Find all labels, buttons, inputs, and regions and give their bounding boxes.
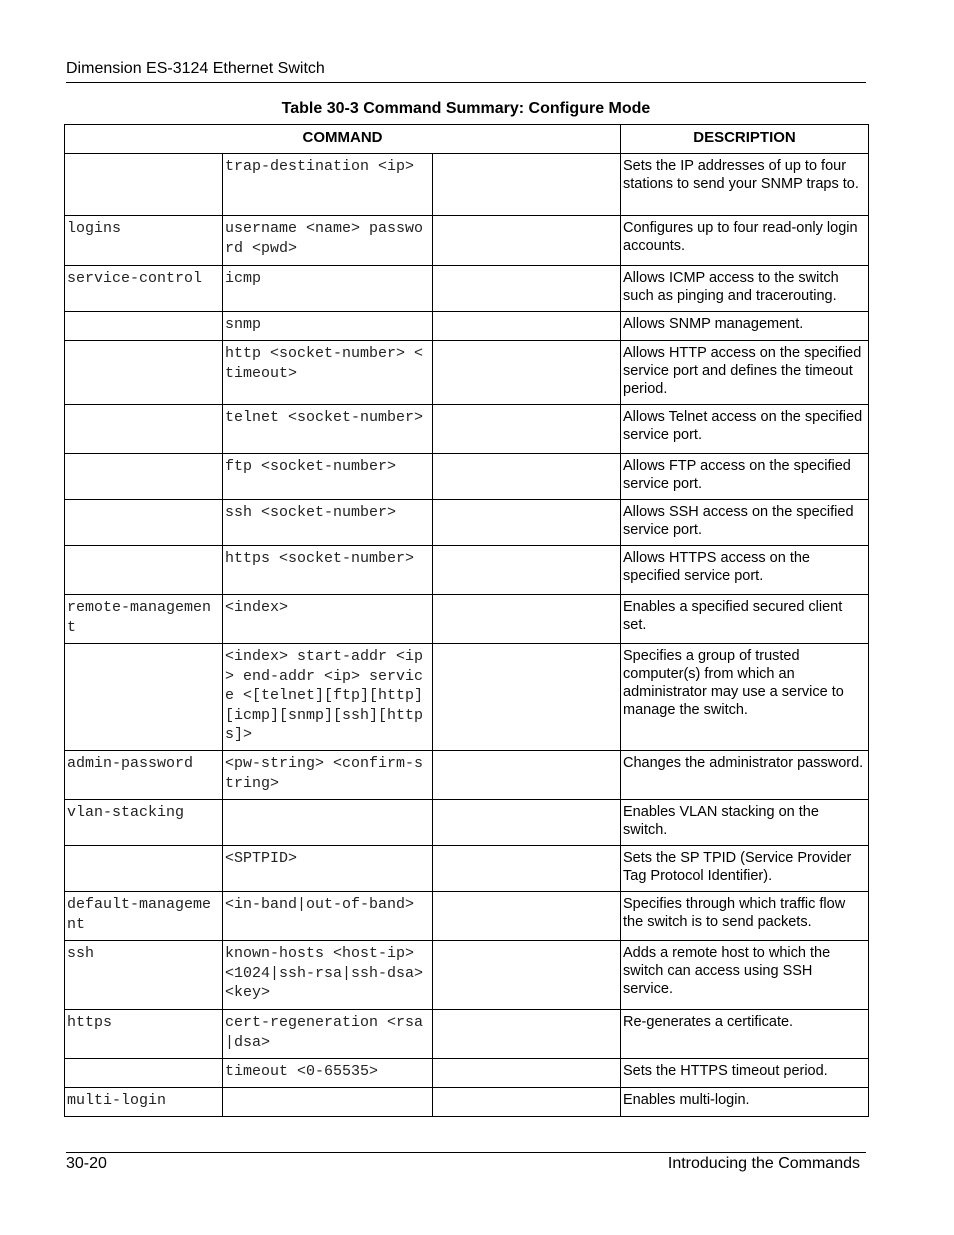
description-cell: Sets the SP TPID (Service Provider Tag Protocol Identifier). <box>621 846 869 892</box>
table-row <box>65 154 869 216</box>
description-cell: Allows HTTPS access on the specified service port. <box>621 546 869 595</box>
command-extra-cell <box>433 751 621 800</box>
command-keyword-cell <box>65 405 223 454</box>
command-column-header: COMMAND <box>65 125 621 154</box>
description-cell: Allows ICMP access to the switch such as pinging and tracerouting. <box>621 266 869 312</box>
command-arguments-cell: <pw-string> <confirm-string> <box>223 751 433 800</box>
description-column-header: DESCRIPTION <box>621 125 869 154</box>
description-cell: Allows Telnet access on the specified service port. <box>621 405 869 454</box>
command-arguments-cell: <index> start-addr <ip> end-addr <ip> service <[telnet][ftp][http][icmp][snmp][ssh][https]> <box>223 644 433 751</box>
description-cell: Re-generates a certificate. <box>621 1010 869 1059</box>
description-cell: Adds a remote host to which the switch can access using SSH service. <box>621 941 869 1010</box>
table-row <box>65 800 869 846</box>
command-keyword-cell: remote-management <box>65 595 223 644</box>
command-arguments-cell: snmp <box>223 312 433 341</box>
command-extra-cell <box>433 1010 621 1059</box>
description-cell: Allows HTTP access on the specified service port and defines the timeout period. <box>621 341 869 405</box>
command-extra-cell <box>433 266 621 312</box>
command-summary-table <box>64 124 869 1117</box>
command-arguments-cell: <index> <box>223 595 433 644</box>
command-extra-cell <box>433 454 621 500</box>
table-row <box>65 751 869 800</box>
command-arguments-cell: https <socket-number> <box>223 546 433 595</box>
description-cell: Configures up to four read-only login accounts. <box>621 216 869 266</box>
table-row <box>65 846 869 892</box>
command-arguments-cell: cert-regeneration <rsa|dsa> <box>223 1010 433 1059</box>
command-extra-cell <box>433 644 621 751</box>
command-extra-cell <box>433 800 621 846</box>
command-arguments-cell: icmp <box>223 266 433 312</box>
command-arguments-cell: <SPTPID> <box>223 846 433 892</box>
command-arguments-cell: username <name> password <pwd> <box>223 216 433 266</box>
command-arguments-cell: timeout <0-65535> <box>223 1059 433 1088</box>
table-row <box>65 266 869 312</box>
command-keyword-cell <box>65 1059 223 1088</box>
command-extra-cell <box>433 595 621 644</box>
table-row <box>65 1059 869 1088</box>
description-cell: Enables a specified secured client set. <box>621 595 869 644</box>
command-keyword-cell <box>65 312 223 341</box>
command-extra-cell <box>433 216 621 266</box>
command-keyword-cell <box>65 644 223 751</box>
description-cell: Specifies a group of trusted computer(s) from which an administrator may use a service to manage the switch. <box>621 644 869 751</box>
command-keyword-cell: vlan-stacking <box>65 800 223 846</box>
table-row <box>65 595 869 644</box>
description-cell: Changes the administrator password. <box>621 751 869 800</box>
command-keyword-cell: https <box>65 1010 223 1059</box>
command-extra-cell <box>433 546 621 595</box>
command-keyword-cell: multi-login <box>65 1088 223 1117</box>
description-cell: Allows FTP access on the specified service port. <box>621 454 869 500</box>
command-arguments-cell: known-hosts <host-ip> <1024|ssh-rsa|ssh-dsa> <key> <box>223 941 433 1010</box>
command-keyword-cell: logins <box>65 216 223 266</box>
command-extra-cell <box>433 154 621 216</box>
command-arguments-cell <box>223 800 433 846</box>
command-extra-cell <box>433 1059 621 1088</box>
command-keyword-cell: service-control <box>65 266 223 312</box>
description-cell: Allows SNMP management. <box>621 312 869 341</box>
command-arguments-cell: ftp <socket-number> <box>223 454 433 500</box>
table-row <box>65 312 869 341</box>
command-keyword-cell <box>65 341 223 405</box>
command-extra-cell <box>433 941 621 1010</box>
description-cell: Enables VLAN stacking on the switch. <box>621 800 869 846</box>
command-keyword-cell <box>65 846 223 892</box>
command-keyword-cell: default-management <box>65 892 223 941</box>
table-header-row <box>65 125 869 154</box>
table-row <box>65 892 869 941</box>
command-extra-cell <box>433 846 621 892</box>
description-cell: Allows SSH access on the specified service port. <box>621 500 869 546</box>
table-row <box>65 405 869 454</box>
footer-divider <box>66 1152 866 1153</box>
table-row <box>65 644 869 751</box>
command-extra-cell <box>433 341 621 405</box>
command-keyword-cell <box>65 154 223 216</box>
description-cell: Sets the IP addresses of up to four stations to send your SNMP traps to. <box>621 154 869 216</box>
description-cell: Sets the HTTPS timeout period. <box>621 1059 869 1088</box>
command-extra-cell <box>433 892 621 941</box>
table-row <box>65 500 869 546</box>
description-cell: Specifies through which traffic flow the switch is to send packets. <box>621 892 869 941</box>
command-keyword-cell: admin-password <box>65 751 223 800</box>
page-header-title: Dimension ES-3124 Ethernet Switch <box>66 60 325 77</box>
command-keyword-cell <box>65 546 223 595</box>
footer-section-name: Introducing the Commands <box>667 1155 860 1172</box>
table-row <box>65 454 869 500</box>
command-keyword-cell <box>65 500 223 546</box>
table-row <box>65 1088 869 1117</box>
table-caption: Table 30-3 Command Summary: Configure Mode <box>281 100 651 117</box>
header-divider <box>66 82 866 83</box>
table-row <box>65 941 869 1010</box>
command-arguments-cell: <in-band|out-of-band> <box>223 892 433 941</box>
table-row <box>65 1010 869 1059</box>
command-arguments-cell: telnet <socket-number> <box>223 405 433 454</box>
command-arguments-cell: http <socket-number> <timeout> <box>223 341 433 405</box>
description-cell: Enables multi-login. <box>621 1088 869 1117</box>
command-arguments-cell: trap-destination <ip> <box>223 154 433 216</box>
command-arguments-cell <box>223 1088 433 1117</box>
command-extra-cell <box>433 1088 621 1117</box>
page-number: 30-20 <box>66 1155 107 1172</box>
command-extra-cell <box>433 312 621 341</box>
command-arguments-cell: ssh <socket-number> <box>223 500 433 546</box>
command-extra-cell <box>433 500 621 546</box>
command-extra-cell <box>433 405 621 454</box>
command-keyword-cell <box>65 454 223 500</box>
table-row <box>65 341 869 405</box>
table-row <box>65 546 869 595</box>
command-keyword-cell: ssh <box>65 941 223 1010</box>
table-row <box>65 216 869 266</box>
